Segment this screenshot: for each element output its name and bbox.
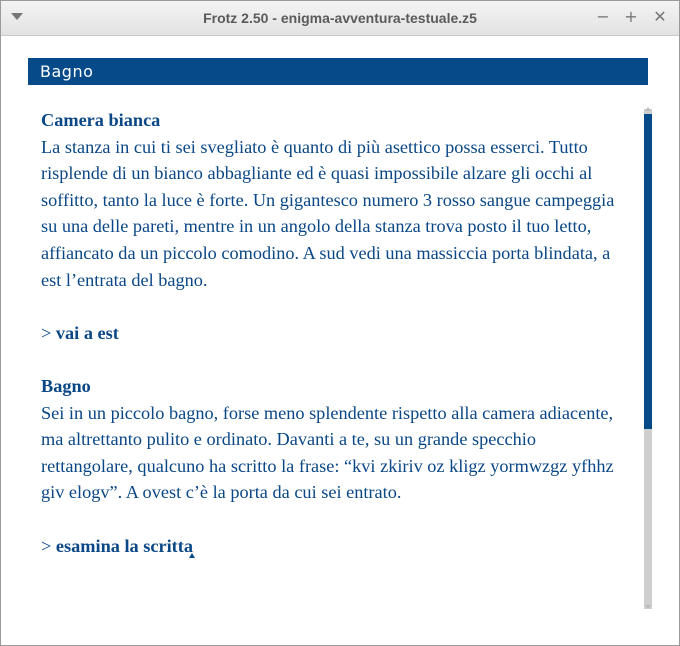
status-location: Bagno <box>40 62 94 81</box>
close-icon[interactable]: ✕ <box>653 7 667 26</box>
command-prompt: > <box>41 535 52 556</box>
status-bar <box>28 58 648 85</box>
room-description: La stanza in cui ti sei svegliato è quanto di più asettico possa esserci. Tutto risplende di un bianco abbagliante ed è quasi impossibile alzare gli occhi al soffitto, tanto la luce è forte. Un gigantesco numero 3 rosso sangue campeggia su una delle pareti, mentre in un angolo della stanza trova posto il tuo letto, affiancato da un piccolo comodino. A sud vedi una massiccia porta blindata, a est l’entrata del bagno. <box>41 136 615 290</box>
command-input[interactable]: esamina la scritta <box>55 535 193 556</box>
room-title: Camera bianca <box>41 110 161 130</box>
title-bar[interactable] <box>1 1 679 36</box>
command-prompt: > <box>41 322 52 343</box>
command-input-line[interactable] <box>41 533 631 560</box>
minimize-icon[interactable]: − <box>596 7 610 26</box>
window-title: Frotz 2.50 - enigma-avventura-testuale.z5 <box>203 10 477 26</box>
story-text-area[interactable] <box>41 107 631 607</box>
command-text: vai a est <box>55 322 119 343</box>
scrollbar-thumb[interactable] <box>644 114 652 429</box>
scroll-up-icon[interactable] <box>645 107 651 111</box>
scroll-down-icon[interactable] <box>645 605 651 609</box>
command-line <box>41 320 631 347</box>
room-description: Sei in un piccolo bagno, forse meno splendente rispetto alla camera adiacente, ma altrettanto pulito e ordinato. Davanti a te, su un grande specchio rettangolare, qualcuno ha scritto la frase: “kvi zkiriv oz kligz yormwzgz yfhhz giv elogv”. A ovest c’è la porta da cui sei entrato. <box>41 402 614 503</box>
text-cursor <box>189 553 195 558</box>
room-title: Bagno <box>41 375 91 396</box>
maximize-icon[interactable]: + <box>624 7 638 26</box>
